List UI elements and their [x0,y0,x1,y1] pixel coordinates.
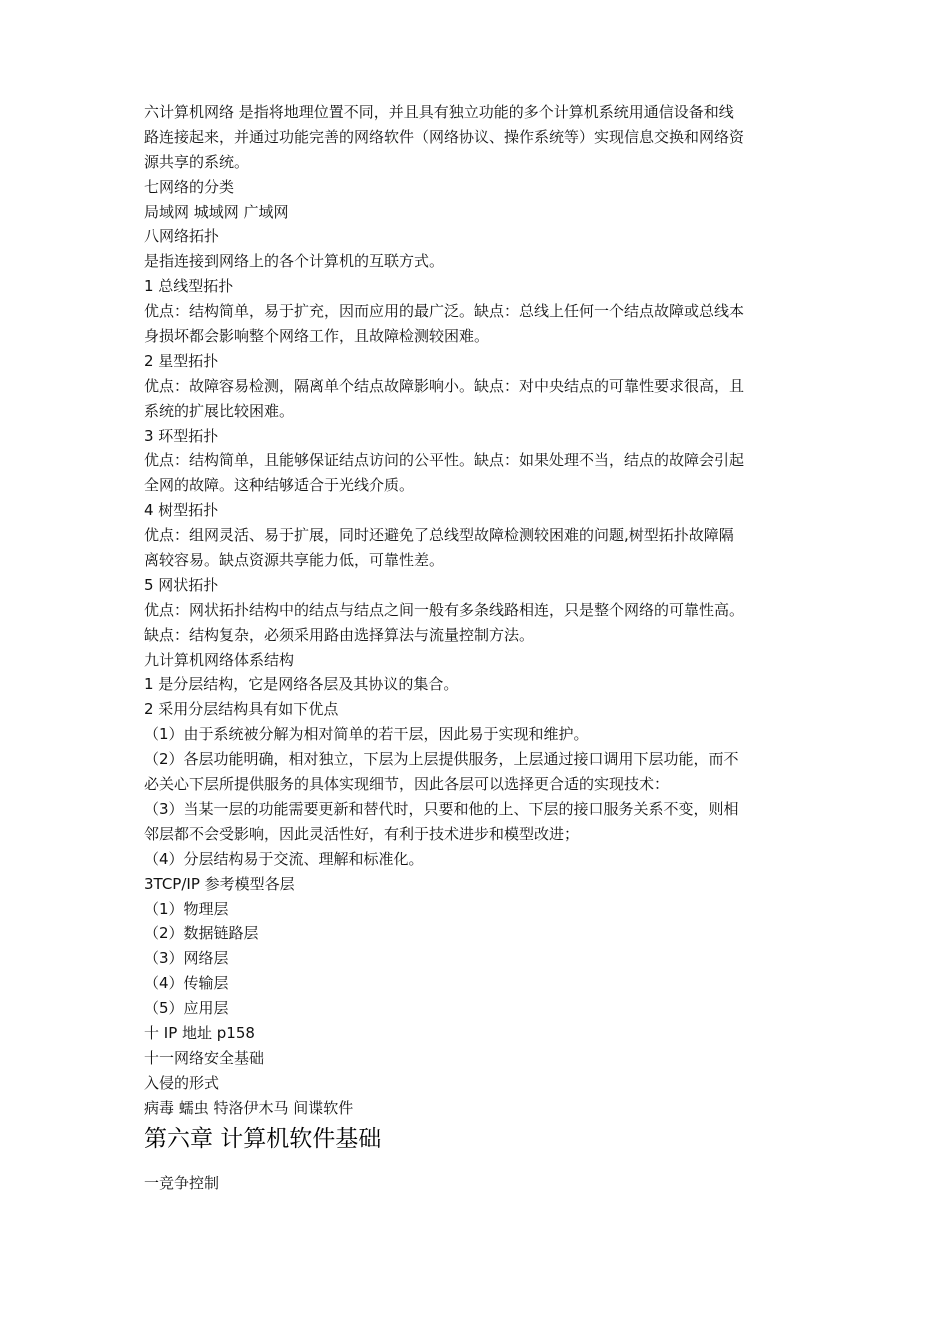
subsection-title: 3 环型拓扑 [144,426,219,445]
paragraph-line: 源共享的系统。 [144,152,250,171]
document-body [144,100,824,1195]
list-item: （1）物理层 [144,899,229,918]
subsection-title: 4 树型拓扑 [144,501,219,520]
paragraph-line: 病毒 蠕虫 特洛伊木马 间谍软件 [144,1098,354,1117]
paragraph-line: 局域网 城域网 广域网 [144,202,289,221]
paragraph-line: 全网的故障。这种结够适合于光线介质。 [144,476,415,495]
list-item: （2）各层功能明确，相对独立，下层为上层提供服务，上层通过接口调用下层功能，而不 [144,750,739,769]
list-item: （2）数据链路层 [144,924,259,943]
list-item-continuation: 必关心下层所提供服务的具体实现细节，因此各层可以选择更合适的实现技术： [144,775,670,794]
paragraph-line: 身损坏都会影响整个网络工作，且故障检测较困难。 [144,327,490,346]
paragraph-line: 2 采用分层结构具有如下优点 [144,700,339,719]
paragraph-line: 入侵的形式 [144,1073,220,1092]
paragraph-line: 六计算机网络 是指将地理位置不同，并且具有独立功能的多个计算机系统用通信设备和线 [144,103,734,121]
subsection-title: 3TCP/IP 参考模型各层 [144,874,295,893]
section-title: 七网络的分类 [144,177,235,196]
paragraph-line: 系统的扩展比较困难。 [144,401,295,420]
paragraph-line: 离较容易。缺点资源共享能力低，可靠性差。 [144,551,445,570]
paragraph-line: 1 是分层结构，它是网络各层及其协议的集合。 [144,675,459,694]
subsection-title: 2 星型拓扑 [144,351,219,370]
paragraph-line: 缺点：结构复杂，必须采用路由选择算法与流量控制方法。 [144,625,535,644]
paragraph-line: 优点：结构简单，且能够保证结点访问的公平性。缺点：如果处理不当，结点的故障会引起 [144,451,745,470]
section-title: 八网络拓扑 [144,227,220,246]
list-item: （4）分层结构易于交流、理解和标准化。 [144,849,424,868]
list-item: （5）应用层 [144,999,229,1018]
list-item: （1）由于系统被分解为相对简单的若干层，因此易于实现和维护。 [144,725,589,744]
list-item-continuation: 邻层都不会受影响，因此灵活性好，有利于技术进步和模型改进； [144,824,580,843]
subsection-title: 5 网状拓扑 [144,575,219,594]
paragraph-line: 优点：组网灵活、易于扩展，同时还避免了总线型故障检测较困难的问题,树型拓扑故障隔 [144,526,734,545]
paragraph-line: 优点：故障容易检测，隔离单个结点故障影响小。缺点：对中央结点的可靠性要求很高，且 [144,376,745,395]
list-item: （3）当某一层的功能需要更新和替代时，只要和他的上、下层的接口服务关系不变，则相 [144,799,739,818]
list-item: （3）网络层 [144,949,229,968]
section-title: 九计算机网络体系结构 [144,650,295,669]
section-title: 十一网络安全基础 [144,1048,265,1067]
subsection-title: 1 总线型拓扑 [144,277,234,296]
list-item: （4）传输层 [144,974,229,993]
paragraph-line: 路连接起来，并通过功能完善的网络软件（网络协议、操作系统等）实现信息交换和网络资 [144,127,745,146]
paragraph-line: 优点：网状拓扑结构中的结点与结点之间一般有多条线路相连，只是整个网络的可靠性高。 [144,600,745,619]
section-title: 十 IP 地址 p158 [144,1023,255,1042]
chapter-heading: 第六章 计算机软件基础 [144,1125,382,1152]
paragraph-line: 是指连接到网络上的各个计算机的互联方式。 [144,252,445,271]
paragraph-line: 优点：结构简单，易于扩充，因而应用的最广泛。缺点：总线上任何一个结点故障或总线本 [144,302,745,321]
section-title: 一竞争控制 [144,1173,220,1192]
